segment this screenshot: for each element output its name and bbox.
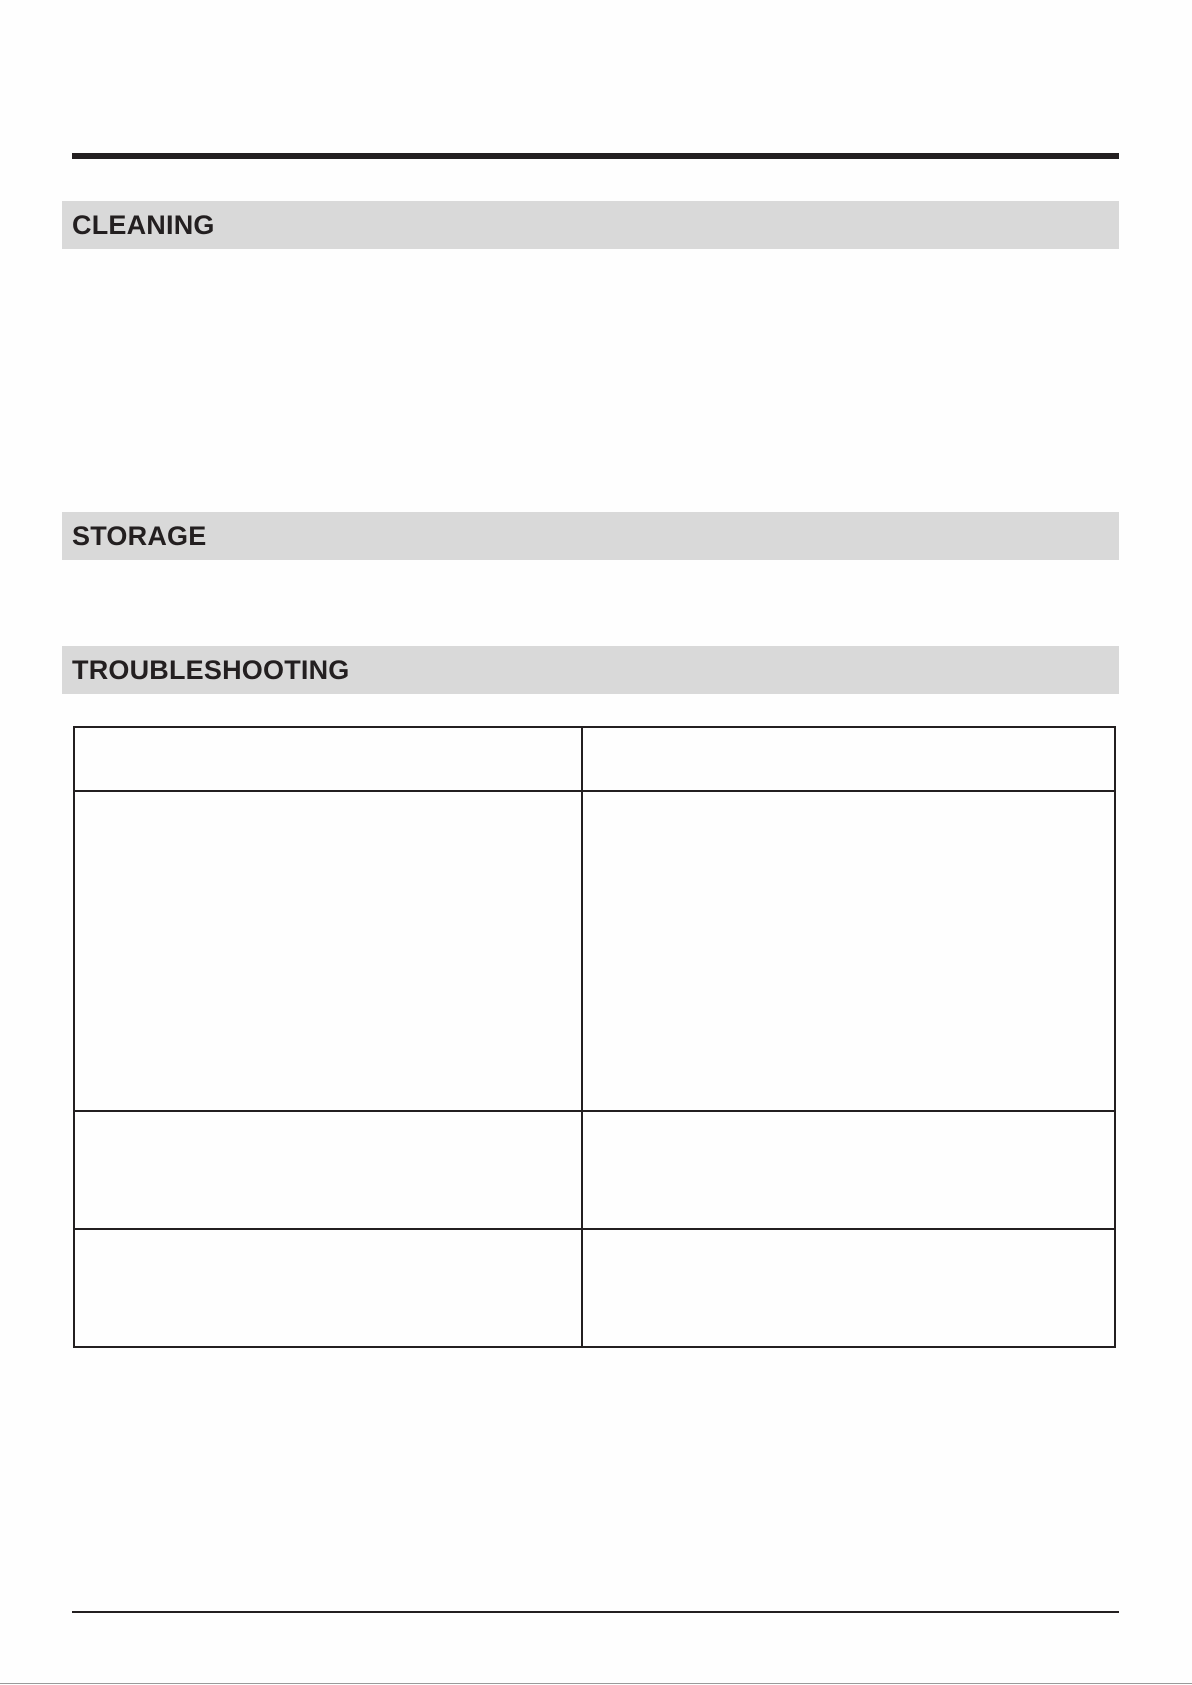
table-cell	[582, 791, 1115, 1111]
section-header-storage	[62, 512, 1119, 560]
section-header-cleaning	[62, 201, 1119, 249]
table-cell	[582, 1229, 1115, 1347]
table-cell	[582, 727, 1115, 791]
table-row	[74, 1111, 1115, 1229]
table-cell	[74, 727, 582, 791]
table-cell	[74, 1111, 582, 1229]
table-cell	[582, 1111, 1115, 1229]
table-cell	[74, 791, 582, 1111]
section-title-cleaning: CLEANING	[72, 209, 215, 240]
table-cell	[74, 1229, 582, 1347]
footer-rule	[72, 1611, 1119, 1613]
section-header-troubleshooting	[62, 646, 1119, 694]
table-header-row	[74, 727, 1115, 791]
header-rule	[72, 153, 1119, 159]
section-title-storage: STORAGE	[72, 520, 207, 551]
table-row	[74, 1229, 1115, 1347]
section-title-troubleshooting: TROUBLESHOOTING	[72, 654, 350, 685]
table-row	[74, 791, 1115, 1111]
troubleshooting-table	[73, 726, 1116, 1348]
page-edge-rule	[0, 1683, 1192, 1684]
